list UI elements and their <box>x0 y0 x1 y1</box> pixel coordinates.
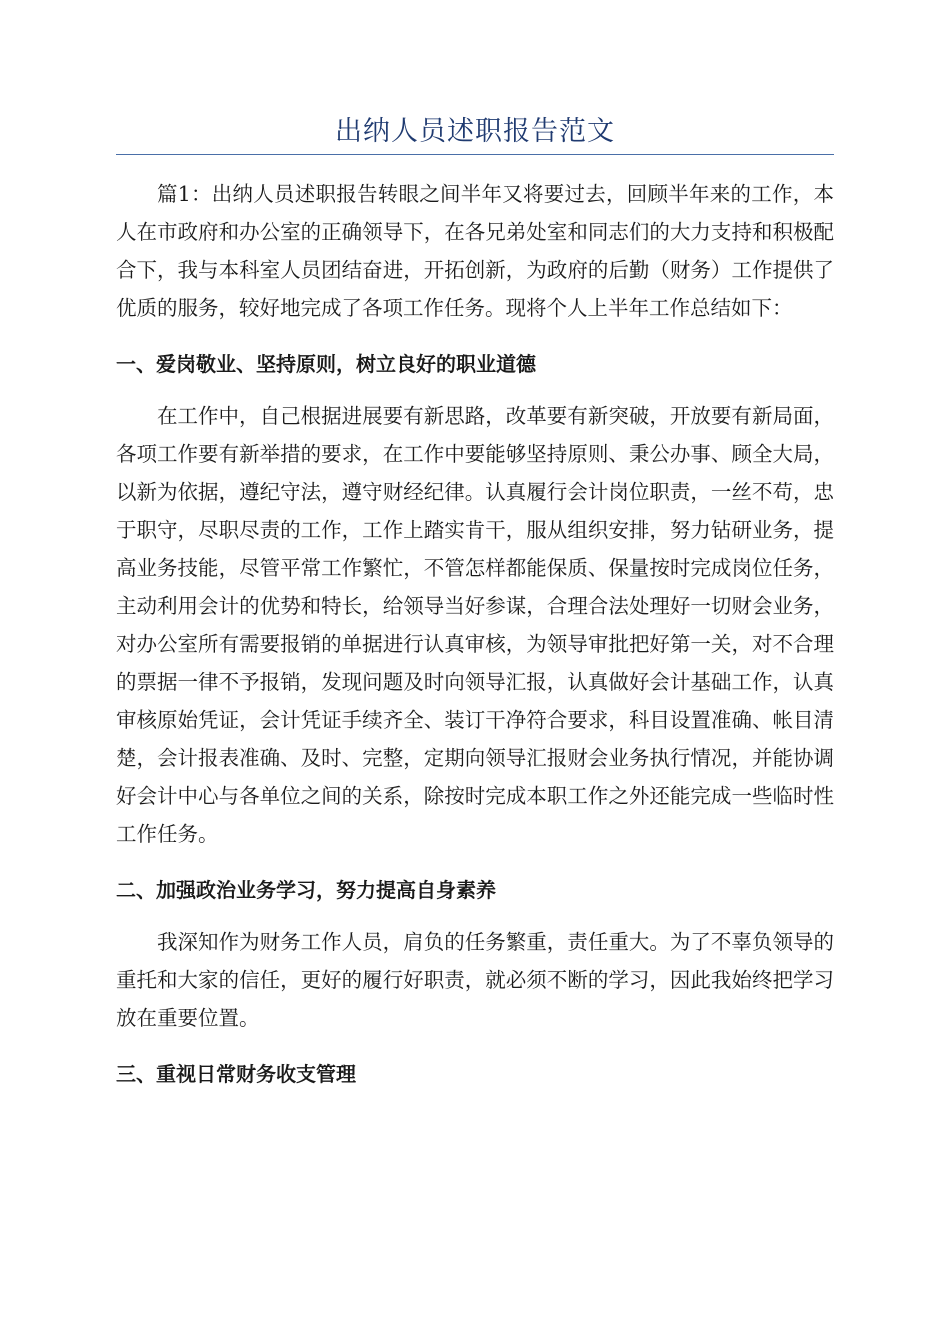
section-heading-3: 三、重视日常财务收支管理 <box>116 1062 356 1086</box>
intro-paragraph: 篇1：出纳人员述职报告转眼之间半年又将要过去，回顾半年来的工作，本人在市政府和办公室的正确领导下，在各兄弟处室和同志们的大力支持和积极配合下，我与本科室人员团结奋进，开拓创新，为政府的后勤（财务）工作提供了优质的服务，较好地完成了各项工作任务。现将个人上半年工作总结如下： <box>116 182 834 320</box>
section-heading-1: 一、爱岗敬业、坚持原则，树立良好的职业道德 <box>116 352 536 376</box>
document-title: 出纳人员述职报告范文 <box>335 116 615 147</box>
section-heading-2: 二、加强政治业务学习，努力提高自身素养 <box>116 878 496 902</box>
section-body-2: 我深知作为财务工作人员，肩负的任务繁重，责任重大。为了不辜负领导的重托和大家的信任，更好的履行好职责，就必须不断的学习，因此我始终把学习放在重要位置。 <box>116 930 834 1030</box>
title-underline <box>116 154 834 155</box>
section-body-1: 在工作中，自己根据进展要有新思路，改革要有新突破，开放要有新局面，各项工作要有新举措的要求，在工作中要能够坚持原则、秉公办事、顾全大局，以新为依据，遵纪守法，遵守财经纪律。认真履行会计岗位职责，一丝不苟，忠于职守，尽职尽责的工作，工作上踏实肯干，服从组织安排，努力钻研业务，提高业务技能，尽管平常工作繁忙，不管怎样都能保质、保量按时完成岗位任务，主动利用会计的优势和特长，给领导当好参谋，合理合法处理好一切财会业务，对办公室所有需要报销的单据进行认真审核，为领导审批把好第一关，对不合理的票据一律不予报销，发现问题及时向领导汇报，认真做好会计基础工作，认真审核原始凭证，会计凭证手续齐全、装订干净符合要求，科目设置准确、帐目清楚，会计报表准确、及时、完整，定期向领导汇报财会业务执行情况，并能协调好会计中心与各单位之间的关系，除按时完成本职工作之外还能完成一些临时性工作任务。 <box>116 404 834 846</box>
document-body <box>116 175 834 1093</box>
